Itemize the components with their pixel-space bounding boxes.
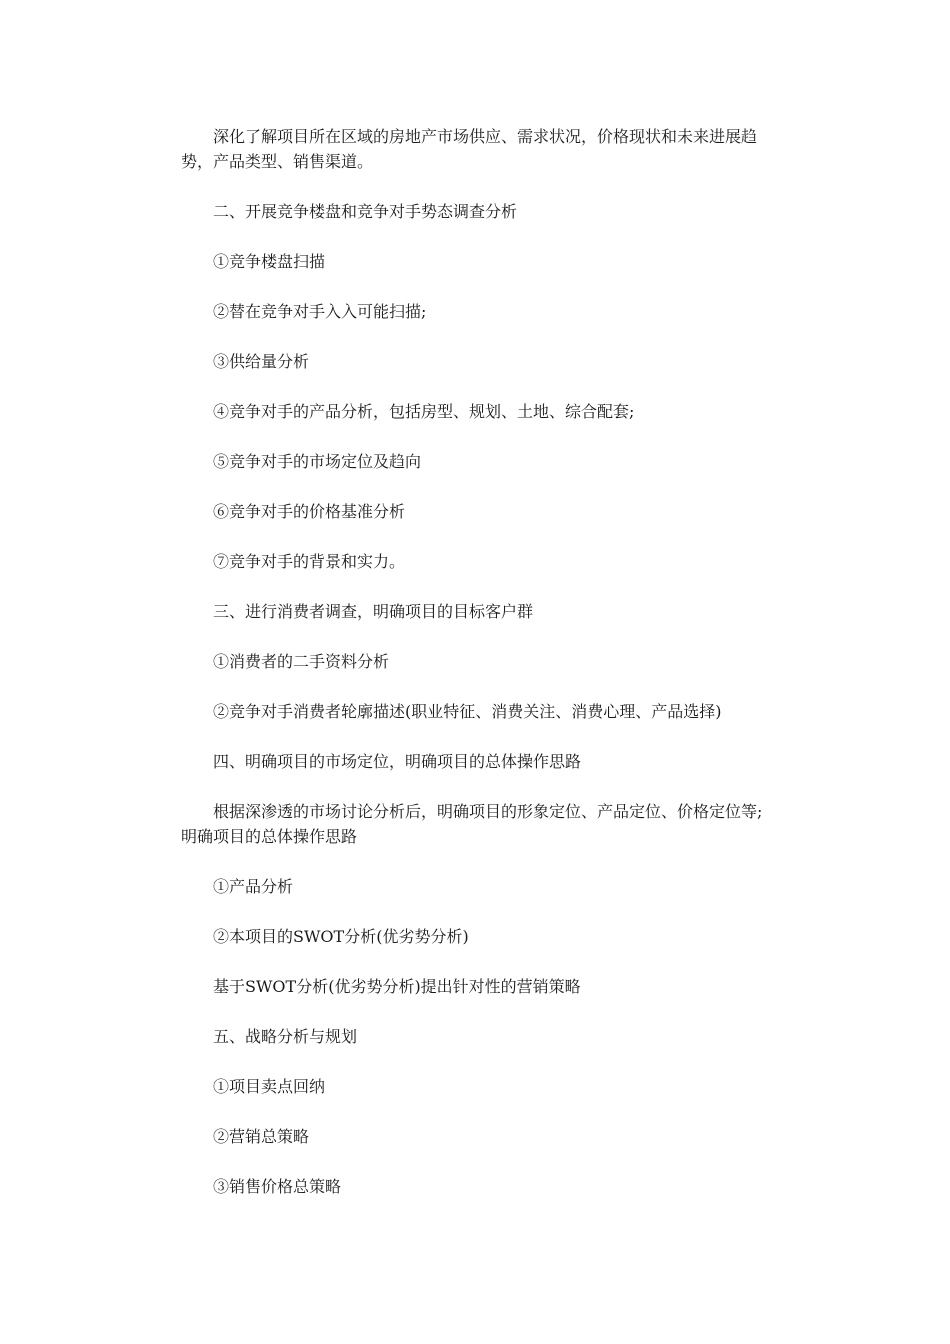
paragraph: 根据深渗透的市场讨论分析后，明确项目的形象定位、产品定位、价格定位等;明确项目的总体操作思路 [181,802,763,846]
section-heading: 二、开展竞争楼盘和竞争对手势态调查分析 [213,202,518,221]
section-heading: 四、明确项目的市场定位，明确项目的总体操作思路 [213,752,582,771]
paragraph: 基于SWOT分析(优劣势分析)提出针对性的营销策略 [213,977,581,996]
list-item: ①竞争楼盘扫描 [213,252,326,271]
list-item: ④竞争对手的产品分析，包括房型、规划、土地、综合配套; [213,402,635,421]
list-item: ①消费者的二手资料分析 [213,652,390,671]
section-heading: 五、战略分析与规划 [213,1027,358,1046]
list-item: ①项目卖点回纳 [213,1077,326,1096]
paragraph: 深化了解项目所在区域的房地产市场供应、需求状况，价格现状和未来进展趋势，产品类型、销售渠道。 [181,127,758,171]
list-item: ②竞争对手消费者轮廓描述(职业特征、消费关注、消费心理、产品选择) [213,702,722,721]
list-item: ③销售价格总策略 [213,1177,342,1196]
list-item: ②本项目的SWOT分析(优劣势分析) [213,927,469,946]
list-item: ⑤竞争对手的市场定位及趋向 [213,452,422,471]
list-item: ⑦竞争对手的背景和实力。 [213,552,406,571]
document-body [181,124,771,1224]
list-item: ⑥竞争对手的价格基准分析 [213,502,406,521]
list-item: ②替在竞争对手入入可能扫描; [213,302,427,321]
list-item: ①产品分析 [213,877,294,896]
section-heading: 三、进行消费者调查，明确项目的目标客户群 [213,602,534,621]
list-item: ②营销总策略 [213,1127,310,1146]
list-item: ③供给量分析 [213,352,310,371]
